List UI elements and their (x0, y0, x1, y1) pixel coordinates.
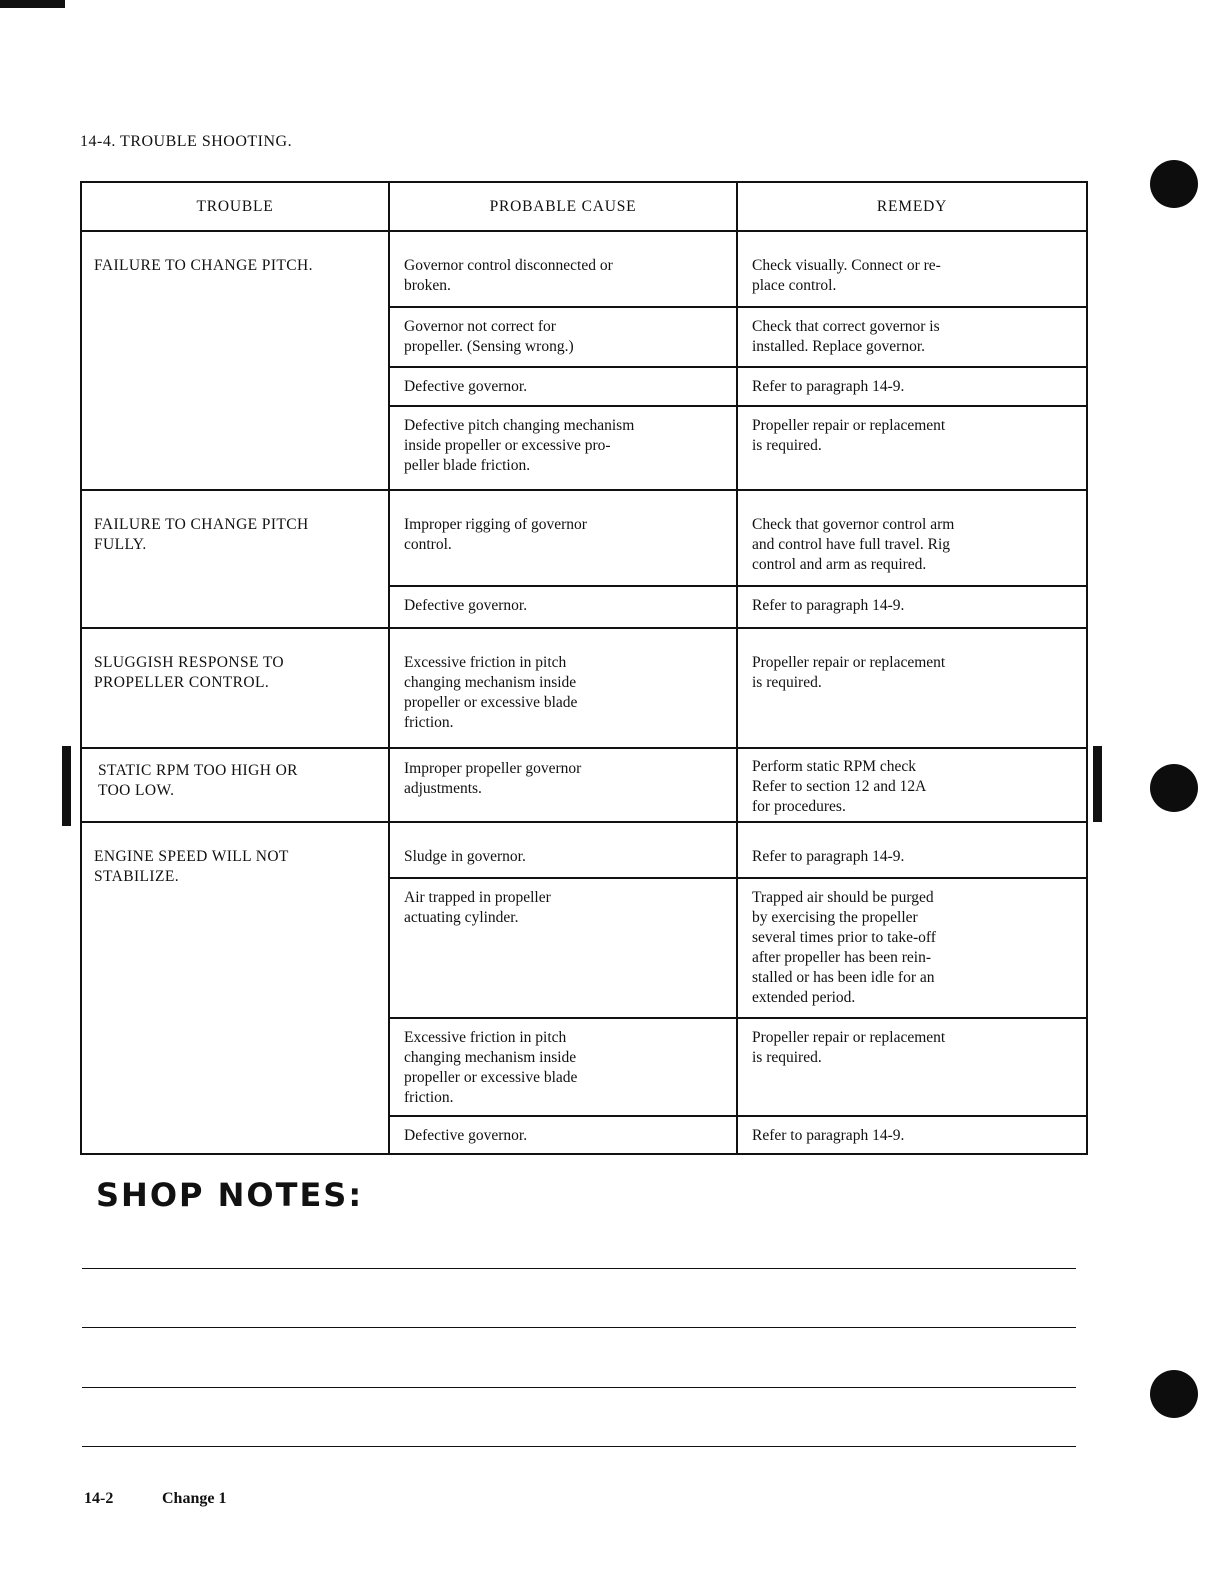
trouble-cell: FAILURE TO CHANGE PITCH. (81, 231, 389, 490)
remedy-cell: Check that correct governor is installed. Replace governor. (737, 307, 1087, 367)
remedy-cell: Check that governor control arm and control have full travel. Rig control and arm as required. (737, 490, 1087, 586)
table-row (81, 490, 1087, 586)
trouble-cell: STATIC RPM TOO HIGH OR TOO LOW. (81, 748, 389, 822)
remedy-cell: Check visually. Connect or re- place control. (737, 231, 1087, 307)
cause-cell: Governor not correct for propeller. (Sensing wrong.) (389, 307, 737, 367)
cause-cell: Air trapped in propeller actuating cylinder. (389, 878, 737, 1018)
revision-bar-left (62, 746, 71, 826)
cause-cell: Defective governor. (389, 1116, 737, 1154)
cause-cell: Improper propeller governor adjustments. (389, 748, 737, 822)
troubleshooting-table (80, 181, 1088, 1155)
section-heading: 14-4. TROUBLE SHOOTING. (80, 133, 293, 150)
trouble-cell: SLUGGISH RESPONSE TO PROPELLER CONTROL. (81, 628, 389, 748)
page-number: 14-2 (84, 1490, 114, 1507)
column-header-trouble: TROUBLE (81, 182, 389, 231)
cause-cell: Defective governor. (389, 586, 737, 628)
change-number: Change 1 (162, 1490, 227, 1507)
note-line (82, 1387, 1076, 1388)
binder-hole-icon (1150, 160, 1198, 208)
corner-mark (0, 0, 65, 8)
remedy-cell: Refer to paragraph 14-9. (737, 367, 1087, 406)
table-row (81, 628, 1087, 748)
note-line (82, 1268, 1076, 1269)
table-row (81, 231, 1087, 307)
column-header-remedy: REMEDY (737, 182, 1087, 231)
table-row (81, 822, 1087, 878)
cause-cell: Sludge in governor. (389, 822, 737, 878)
table-row (81, 748, 1087, 822)
revision-bar-right (1093, 746, 1102, 822)
cause-cell: Improper rigging of governor control. (389, 490, 737, 586)
table-header-row (81, 182, 1087, 231)
remedy-cell: Propeller repair or replacement is required. (737, 406, 1087, 490)
remedy-cell: Propeller repair or replacement is required. (737, 1018, 1087, 1116)
remedy-cell: Trapped air should be purged by exercising the propeller several times prior to take-off after propeller has been rein- stalled or has been idle for an extended period. (737, 878, 1087, 1018)
cause-cell: Governor control disconnected or broken. (389, 231, 737, 307)
note-line (82, 1446, 1076, 1447)
cause-cell: Excessive friction in pitch changing mechanism inside propeller or excessive blade friction. (389, 1018, 737, 1116)
cause-cell: Defective pitch changing mechanism inside propeller or excessive pro- peller blade friction. (389, 406, 737, 490)
note-line (82, 1327, 1076, 1328)
cause-cell: Defective governor. (389, 367, 737, 406)
remedy-cell: Propeller repair or replacement is required. (737, 628, 1087, 748)
remedy-cell: Refer to paragraph 14-9. (737, 586, 1087, 628)
remedy-cell: Refer to paragraph 14-9. (737, 1116, 1087, 1154)
trouble-cell: ENGINE SPEED WILL NOT STABILIZE. (81, 822, 389, 1154)
binder-hole-icon (1150, 764, 1198, 812)
remedy-cell: Refer to paragraph 14-9. (737, 822, 1087, 878)
remedy-cell: Perform static RPM check Refer to section 12 and 12A for procedures. (737, 748, 1087, 822)
cause-cell: Excessive friction in pitch changing mechanism inside propeller or excessive blade friction. (389, 628, 737, 748)
trouble-cell: FAILURE TO CHANGE PITCH FULLY. (81, 490, 389, 628)
column-header-cause: PROBABLE CAUSE (389, 182, 737, 231)
shop-notes-title: SHOP NOTES: (96, 1176, 364, 1214)
binder-hole-icon (1150, 1370, 1198, 1418)
